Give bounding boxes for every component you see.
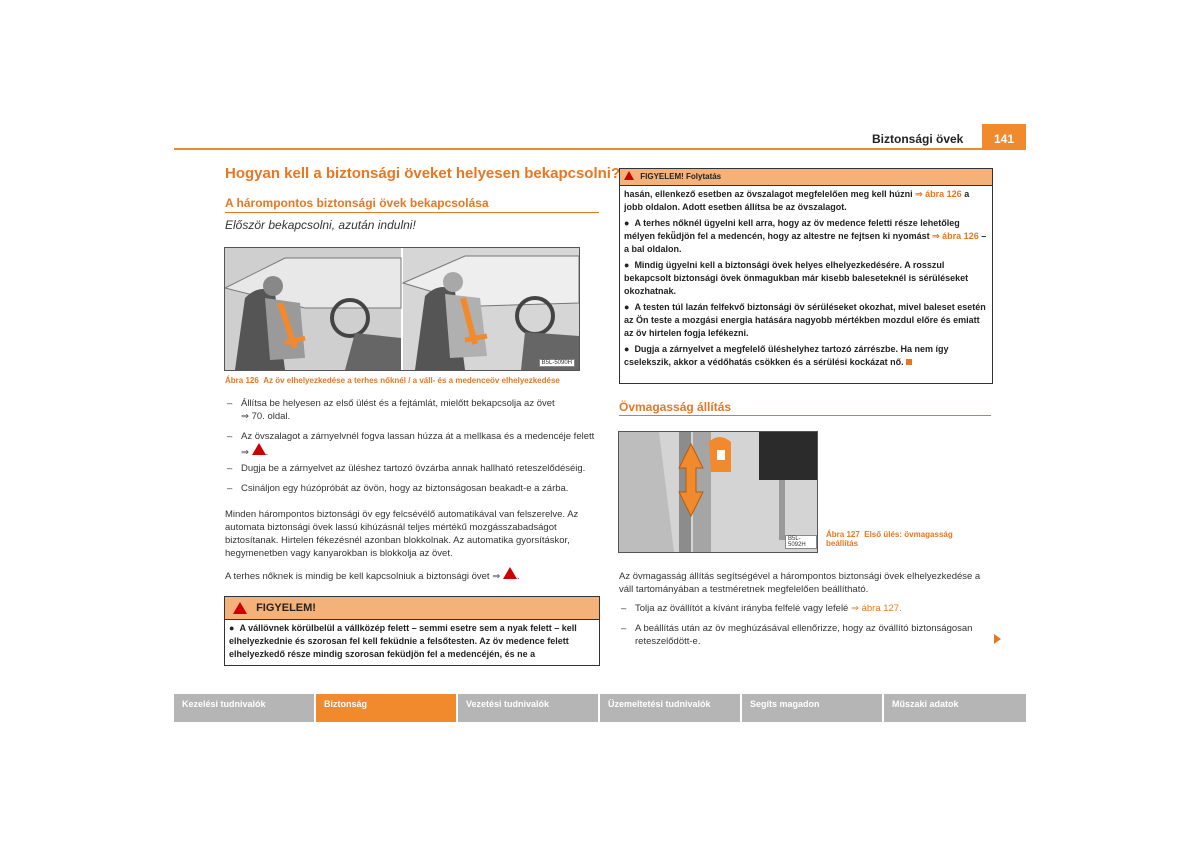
section1-rule (225, 212, 599, 213)
paragraph-pregnant: A terhes nőknek is mindig be kell kapcsolniuk a biztonsági övet ⇒ . (225, 567, 599, 583)
warning-triangle-icon (624, 171, 634, 180)
figure-127-link[interactable]: ⇒ ábra 127. (850, 603, 902, 614)
next-page-arrow-icon[interactable] (994, 634, 1001, 644)
warning-bullet-3: ● A testen túl lazán felfekvő biztonsági öv sérüléseket okozhat, mivel baleset esetén az Ön teste a mozgási energia hatására nagyobb mértékben mozdul előre és emiatt az öv hirtelen fogja lefékezni. (624, 302, 986, 338)
figure-126-code: B5L-5090H (539, 359, 575, 367)
paragraph-automatic: Minden hárompontos biztonsági öv egy felcsévélő automatikával van felszerelve. Az automata biztonsági övek lassú kihúzásnál teljes mértékű mozgásszabadságot biztosítanak. Hirtelen fékezésnél azonban blokkolnak. Az automatika gyorsításkor, hegymenetben vagy kanyarokban is blokkolja az övet. (225, 509, 579, 559)
section2-step-1: – Tolja az övállítót a kívánt irányba felfelé vagy lefelé ⇒ ábra 127. (621, 603, 902, 614)
warning-text (225, 620, 599, 663)
section2-step-2: – A beállítás után az öv meghúzásával ellenőrizze, hogy az övállító biztonságosan reteszelődött-e. (621, 622, 991, 648)
step-1: – Állítsa be helyesen az első ülést és a fejtámlát, mielőtt bekapcsolja az övet ⇒ 70. oldal. (227, 398, 555, 422)
step-3: – Dugja be a zárnyelvet az üléshez tartozó övzárba annak hallható reteszelődéséig. (227, 462, 599, 475)
figure-127-caption-label: Ábra 127 (826, 530, 860, 539)
warning-bullet-3-text: A testen túl lazán felfekvő biztonsági öv sérüléseket okozhat, mivel baleset esetén az Ön teste a mozgási energia hatására nagyobb mértékben mozdul előre és emiatt az öv hirtelen fogja lefékezni. (624, 302, 986, 338)
tagline: Először bekapcsolni, azután indulni! (225, 218, 416, 232)
warning-header (225, 597, 599, 620)
warning-bullet-1-text-b: – a bal oldalon. (624, 231, 987, 254)
figure-127-code: B5L-5092H (785, 535, 817, 549)
section2-heading: Övmagasság állítás (619, 400, 732, 414)
warning-triangle-icon (233, 602, 247, 614)
figure-126-caption-label: Ábra 126 (225, 376, 259, 385)
warning-bullet-1-text: A terhes nőknél ügyelni kell arra, hogy az öv medence feletti része lehetőleg mélyen fekü̈djön fel a medencén, hogy az altestre ne fejtsen ki nyomást (624, 218, 960, 241)
figure-126-link[interactable]: ⇒ ábra 126 (932, 231, 979, 241)
main-title: Hogyan kell a biztonsági öveket helyesen bekapcsolni? (225, 165, 621, 182)
end-square-icon (906, 359, 912, 365)
warning-bullet-2-text: Mindig ügyelni kell a biztonsági övek helyes elhelyezkedésére. A rosszul bekapcsolt biztonsági övek önmagukban már kisebb baleseteknél is sérüléseket okozhatnak. (624, 260, 969, 296)
warning-continued-header (620, 169, 992, 186)
section2-step-1-text: Tolja az övállítót a kívánt irányba felfelé vagy lefelé (635, 603, 849, 614)
nav-tab-segits[interactable]: Segíts magadon (742, 694, 882, 722)
section-title: Biztonsági övek (872, 132, 964, 146)
warning-triangle-icon[interactable] (503, 567, 517, 579)
step-2-text: Az övszalagot a zárnyelvnél fogva lassan húzza át a mellkasa és a medencéje felett (241, 431, 595, 442)
warning-continued-title: FIGYELEM! Folytatás (640, 172, 722, 181)
warning-intro-text: hasán, ellenkező esetben az övszalagot megfelelően meg kell húzni (624, 189, 913, 199)
warning-box-continued (619, 168, 993, 384)
warning-title: FIGYELEM! (256, 602, 316, 614)
warning-triangle-icon[interactable] (252, 443, 266, 455)
warning-continued-body (620, 186, 992, 371)
step-4: – Csináljon egy húzópróbát az övön, hogy az biztonságosan beakadt-e a zárba. (227, 482, 599, 495)
warning-bullet-2: ● Mindig ügyelni kell a biztonsági övek helyes elhelyezkedésére. A rosszul bekapcsolt biztonsági övek önmagukban már kisebb baleseteknél is sérüléseket okozhatnak. (624, 260, 969, 296)
step-4-text: Csináljon egy húzópróbát az övön, hogy az biztonságosan beakadt-e a zárba. (241, 483, 569, 494)
header-rule (174, 148, 1026, 150)
step-3-text: Dugja be a zárnyelvet az üléshez tartozó övzárba annak hallható reteszelődéséig. (241, 463, 586, 474)
section2-step-2-text: A beállítás után az öv meghúzásával ellenőrizze, hogy az övállító biztonságosan reteszelődött-e. (635, 623, 973, 647)
figure-127-illustration (619, 432, 817, 552)
step-1-text: Állítsa be helyesen az első ülést és a fejtámlát, mielőtt bekapcsolja az övet (241, 398, 555, 409)
nav-tab-biztonsag[interactable]: Biztonság (316, 694, 456, 722)
warning-intro (624, 188, 988, 214)
warning-text-body: A vállövnek körülbelül a vállközép felett – semmi esetre sem a nyak felett – kell elhelyezkednie és szorosan fel kell feküdnie a felsőtesten. Az öv medence felett elhelyezkedő része mindig szorosan feküdjön fel a medencéjén, és ne a (229, 623, 577, 659)
section2-rule (619, 415, 991, 416)
warning-intro-text-b: a jobb oldalon. Adott esetben állítsa be az övszalagot. (624, 189, 970, 212)
warning-bullet-4: ● Dugja a zárnyelvet a megfelelő üléshelyhez tartozó zárrészbe. Ha nem így cselekszik, akkor a védőhatás csökken és a sérülési kockázat nő. (624, 344, 949, 367)
nav-tab-kezelesi[interactable]: Kezelési tudnivalók (174, 694, 314, 722)
nav-tab-uzemeltetesi[interactable]: Üzemeltetési tudnivalók (600, 694, 740, 722)
figure-126-caption (225, 376, 605, 385)
figure-127-caption (826, 530, 976, 548)
nav-tab-muszaki[interactable]: Műszaki adatok (884, 694, 1026, 722)
figure-126-caption-text: Az öv elhelyezkedése a terhes nőknél / a váll- és a medenceöv elhelyezkedése (263, 376, 560, 385)
figure-126 (224, 247, 580, 371)
nav-tab-vezetesi[interactable]: Vezetési tudnivalók (458, 694, 598, 722)
step-2-ref[interactable]: ⇒ (241, 447, 249, 458)
figure-126-illustration (225, 248, 579, 370)
figure-127 (618, 431, 818, 553)
warning-box (224, 596, 600, 666)
page-number: 141 (982, 124, 1026, 148)
figure-127-caption-text: Első ülés: övmagasság beállítás (826, 530, 953, 548)
figure-126-link[interactable]: ⇒ ábra 126 (915, 189, 962, 199)
step-2: – Az övszalagot a zárnyelvnél fogva lassan húzza át a mellkasa és a medencéje felett ⇒ . (227, 431, 595, 458)
warning-bullet-4-text: Dugja a zárnyelvet a megfelelő üléshelyhez tartozó zárrészbe. Ha nem így cselekszik, akkor a védőhatás csökken és a sérülési kockázat nő. (624, 344, 949, 367)
section2-paragraph: Az övmagasság állítás segítségével a hárompontos biztonsági övek elhelyezkedése a váll tartományában a testméretnek megfelelően beállítható. (619, 571, 981, 595)
section1-heading: A hárompontos biztonsági övek bekapcsolása (225, 196, 489, 210)
paragraph-pregnant-text: A terhes nőknek is mindig be kell kapcsolniuk a biztonsági övet ⇒ (225, 571, 501, 582)
bullet-icon: ● (229, 623, 235, 633)
step-1-ref[interactable]: ⇒ 70. oldal. (241, 411, 291, 422)
warning-bullet-1: ● A terhes nőknél ügyelni kell arra, hogy az öv medence feletti része lehetőleg mélyen fekü̈djön fel a medencén, hogy az altestre ne fejtsen ki nyomást ⇒ ábra 126 – a bal oldalon. (624, 218, 987, 254)
